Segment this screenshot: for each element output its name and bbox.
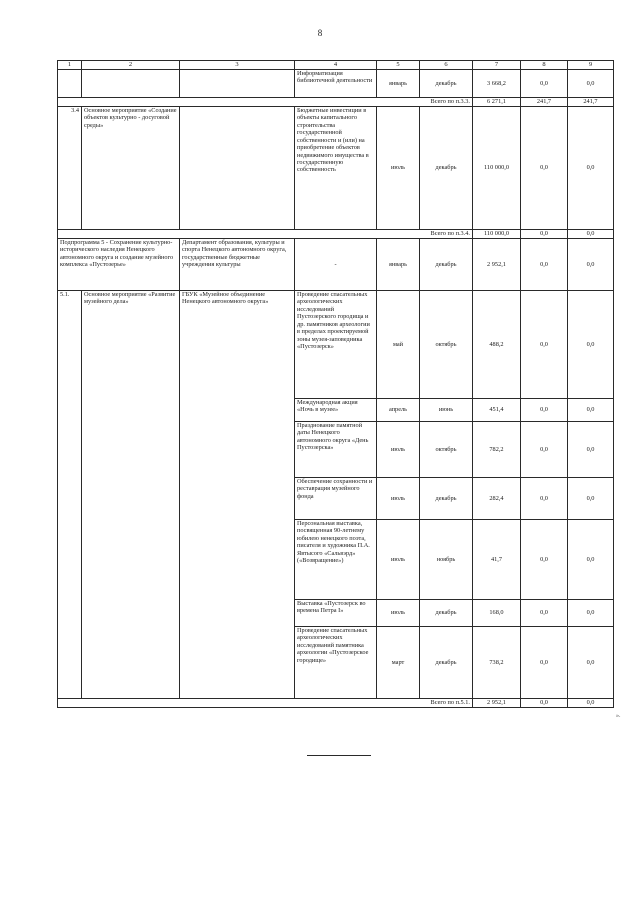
end-month: декабрь: [420, 627, 473, 699]
end-month: ноябрь: [420, 520, 473, 600]
closing-quote-mark: ».: [616, 713, 621, 719]
value-cell: 0,0: [521, 291, 568, 399]
value-cell: 0,0: [568, 478, 614, 520]
activity-cell: Обеспечение сохранности и реставрация музейного фонда: [295, 478, 377, 520]
amount-cell: 3 668,2: [473, 70, 521, 98]
table-row: [58, 107, 614, 230]
start-month: июль: [377, 478, 420, 520]
column-header: 7: [473, 61, 521, 70]
activity-cell: -: [295, 239, 377, 291]
total-value: 0,0: [521, 230, 568, 239]
end-month: октябрь: [420, 422, 473, 478]
end-month: октябрь: [420, 291, 473, 399]
executor-cell: Департамент образования, культуры и спорта Ненецкого автономного округа, государственные бюджетные учреждения культуры: [180, 239, 295, 291]
value-cell: 0,0: [568, 422, 614, 478]
value-cell: 0,0: [521, 399, 568, 422]
activity-cell: Празднование памятной даты Ненецкого автономного округа «День Пустозерска»: [295, 422, 377, 478]
activity-cell: Проведение спасательных археологических исследований памятника археологии «Пустозерское городище»: [295, 627, 377, 699]
start-month: май: [377, 291, 420, 399]
activity-cell: Проведение спасательных археологических исследований Пустозерского городища и др. памятников археологии в пределах проектируемой зоны музея-заповедника «Пустозерск»: [295, 291, 377, 399]
total-value: 0,0: [568, 699, 614, 708]
start-month: июль: [377, 422, 420, 478]
program-activities-table: [57, 60, 614, 708]
total-value: 0,0: [521, 699, 568, 708]
value-cell: 0,0: [568, 70, 614, 98]
column-header-row: [58, 61, 614, 70]
amount-cell: 41,7: [473, 520, 521, 600]
row-number: 5.1.: [58, 291, 82, 699]
value-cell: 0,0: [521, 422, 568, 478]
end-month: декабрь: [420, 600, 473, 627]
value-cell: 0,0: [568, 520, 614, 600]
activity-cell: Выставка «Пустозерск во времена Петра I»: [295, 600, 377, 627]
start-month: январь: [377, 239, 420, 291]
amount-cell: 282,4: [473, 478, 521, 520]
total-label: Всего по п.3.4.: [58, 230, 473, 239]
value-cell: 0,0: [568, 291, 614, 399]
value-cell: 0,0: [521, 478, 568, 520]
amount-cell: 738,2: [473, 627, 521, 699]
column-header: 6: [420, 61, 473, 70]
end-month: июнь: [420, 399, 473, 422]
footer-divider: [307, 755, 371, 756]
start-month: июль: [377, 520, 420, 600]
measure-name: Основное мероприятие «Развитие музейного дела»: [82, 291, 180, 699]
total-amount: 110 000,0: [473, 230, 521, 239]
activity-cell: Информатизация библиотечной деятельности: [295, 70, 377, 98]
activity-cell: Персональная выставка, посвященная 90-летнему юбилею ненецкого поэта, писателя и художника П.А. Явтысого «Сальвэрд» («Возвращение»): [295, 520, 377, 600]
column-header: 8: [521, 61, 568, 70]
value-cell: 0,0: [568, 627, 614, 699]
value-cell: 0,0: [521, 239, 568, 291]
table-row: [58, 291, 614, 399]
subprogram-name: Подпрограмма 5 - Сохранение культурно-исторического наследия Ненецкого автономного округа и создание музейного комплекса «Пустозерье»: [58, 239, 180, 291]
value-cell: 0,0: [568, 399, 614, 422]
total-row: [58, 230, 614, 239]
row-number: 3.4: [58, 107, 82, 230]
end-month: декабрь: [420, 478, 473, 520]
column-header: 4: [295, 61, 377, 70]
value-cell: 0,0: [521, 627, 568, 699]
value-cell: 0,0: [521, 107, 568, 230]
start-month: июль: [377, 600, 420, 627]
value-cell: 0,0: [521, 70, 568, 98]
total-label: Всего по п.5.1.: [58, 699, 473, 708]
total-value: 0,0: [568, 230, 614, 239]
value-cell: 0,0: [568, 600, 614, 627]
column-header: 3: [180, 61, 295, 70]
amount-cell: 451,4: [473, 399, 521, 422]
start-month: июль: [377, 107, 420, 230]
total-label: Всего по п.3.3.: [58, 98, 473, 107]
value-cell: 0,0: [568, 107, 614, 230]
column-header: 9: [568, 61, 614, 70]
total-row: [58, 98, 614, 107]
activity-cell: Бюджетные инвестиции в объекты капитального строительства государственной собственности и (или) на приобретение объектов недвижимого имущества в государственную собственность: [295, 107, 377, 230]
value-cell: 0,0: [521, 600, 568, 627]
subprogram-row: [58, 239, 614, 291]
end-month: декабрь: [420, 70, 473, 98]
total-value: 241,7: [521, 98, 568, 107]
executor-cell: ГБУК «Музейное объединение Ненецкого автономного округа»: [180, 291, 295, 699]
amount-cell: 488,2: [473, 291, 521, 399]
value-cell: 0,0: [521, 520, 568, 600]
column-header: 5: [377, 61, 420, 70]
amount-cell: 782,2: [473, 422, 521, 478]
total-amount: 6 271,1: [473, 98, 521, 107]
amount-cell: 2 952,1: [473, 239, 521, 291]
table-row: [58, 70, 614, 98]
column-header: 2: [82, 61, 180, 70]
value-cell: 0,0: [568, 239, 614, 291]
amount-cell: 168,0: [473, 600, 521, 627]
page-number: 8: [317, 28, 323, 38]
start-month: апрель: [377, 399, 420, 422]
start-month: март: [377, 627, 420, 699]
activity-cell: Международная акция «Ночь в музее»: [295, 399, 377, 422]
total-amount: 2 952,1: [473, 699, 521, 708]
end-month: декабрь: [420, 107, 473, 230]
total-row: [58, 699, 614, 708]
amount-cell: 110 000,0: [473, 107, 521, 230]
measure-name: Основное мероприятие «Создание объектов культурно - досуговой среды»: [82, 107, 180, 230]
start-month: январь: [377, 70, 420, 98]
end-month: декабрь: [420, 239, 473, 291]
column-header: 1: [58, 61, 82, 70]
total-value: 241,7: [568, 98, 614, 107]
